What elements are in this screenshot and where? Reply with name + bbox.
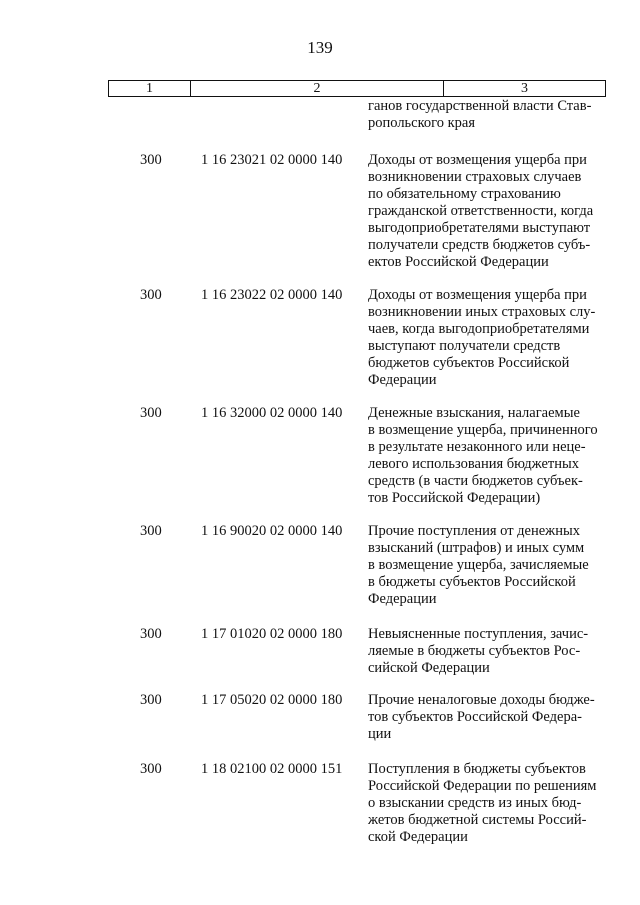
row-number: 300 <box>140 523 162 539</box>
page-number: 139 <box>307 38 333 57</box>
row-code: 1 16 32000 02 0000 140 <box>201 405 343 421</box>
row-number: 300 <box>140 692 162 708</box>
row-code: 1 16 90020 02 0000 140 <box>201 523 343 539</box>
row-code: 1 18 02100 02 0000 151 <box>201 761 343 777</box>
row-number: 300 <box>140 761 162 777</box>
row-number: 300 <box>140 287 162 303</box>
row-description: Невыясненные поступления, зачис- ляемые в бюджеты субъектов Рос- сийской Федерации <box>368 626 589 676</box>
row-number: 300 <box>140 152 162 168</box>
row-code: 1 17 05020 02 0000 180 <box>201 692 343 708</box>
row-code: 1 16 23022 02 0000 140 <box>201 287 343 303</box>
row-description: Денежные взыскания, налагаемые в возмещение ущерба, причиненного в результате незаконного или неце- левого использования бюджетных средств (в части бюджетов субъек- тов Российской Федерации) <box>368 405 598 506</box>
row-description: Доходы от возмещения ущерба при возникновении страховых случаев по обязательному страхованию гражданской ответственности, когда выгодоприобретателями выступают получатели средств бюджетов субъ- ектов Российской Федерации <box>368 152 594 270</box>
row-code: 1 16 23021 02 0000 140 <box>201 152 343 168</box>
row-number: 300 <box>140 626 162 642</box>
table-header-col3: 3 <box>521 81 528 96</box>
table-header <box>108 80 606 97</box>
table-header-col1: 1 <box>109 81 191 96</box>
row-code: 1 17 01020 02 0000 180 <box>201 626 343 642</box>
table-header-col2: 2 <box>191 81 444 96</box>
row-description: Доходы от возмещения ущерба при возникновении иных страховых слу- чаев, когда выгодоприобретателями выступают получатели средств бюджетов субъектов Российской Федерации <box>368 287 596 388</box>
row-number: 300 <box>140 405 162 421</box>
continuation-text: ганов государственной власти Став- ропольского края <box>368 98 592 131</box>
row-description: Поступления в бюджеты субъектов Российской Федерации по решениям о взыскании средств из иных бюд- жетов бюджетной системы Россий- ской Федерации <box>368 761 597 845</box>
row-description: Прочие поступления от денежных взысканий (штрафов) и иных сумм в возмещение ущерба, зачисляемые в бюджеты субъектов Российской Федерации <box>368 523 589 607</box>
row-description: Прочие неналоговые доходы бюдже- тов субъектов Российской Федера- ции <box>368 692 595 742</box>
